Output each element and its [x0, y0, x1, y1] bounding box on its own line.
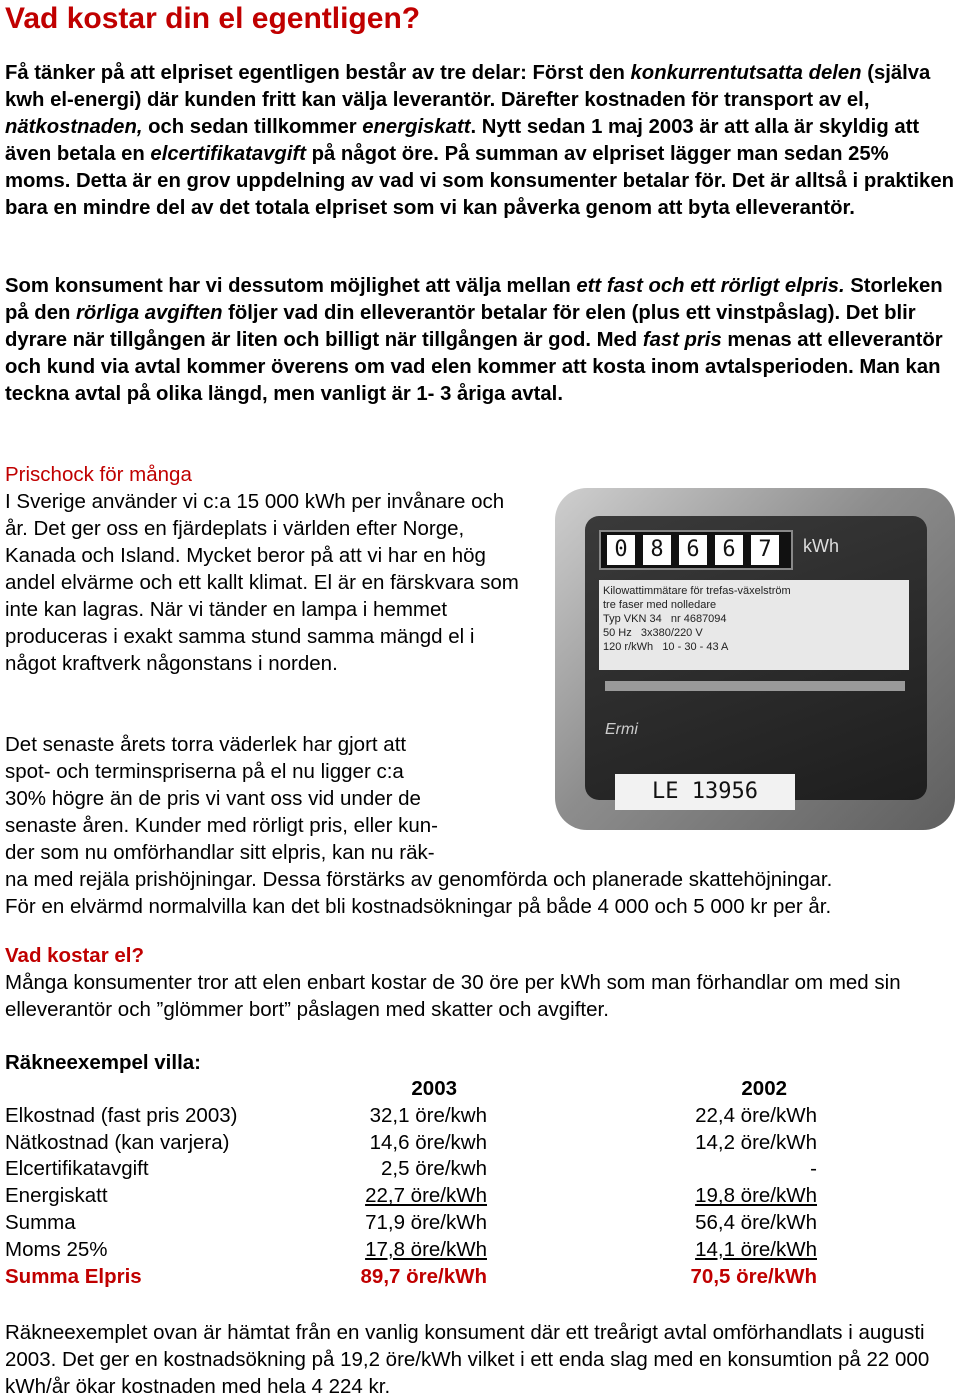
intro-text-1: Få tänker på att elpriset egentligen består av tre delar: Först den	[5, 62, 631, 84]
value-2003: 17,8 öre/kWh	[365, 1237, 487, 1261]
table-row	[5, 1155, 817, 1182]
intro-paragraph	[5, 60, 957, 222]
value-2003: 14,6 öre/kwh	[369, 1130, 487, 1154]
plate-line-2: tre faser med nolledare	[603, 599, 717, 611]
value-2002: 19,8 öre/kWh	[695, 1184, 817, 1208]
value-2002: 14,1 öre/kWh	[695, 1237, 817, 1261]
plate-rkwh: 120 r/kWh	[603, 641, 654, 653]
plate-nr: nr 4687094	[670, 613, 727, 625]
drought-line: Det senaste årets torra väderlek har gjort att	[5, 733, 407, 756]
meter-digit: 0	[607, 535, 635, 565]
meter-unit: kWh	[803, 536, 839, 556]
row-label: Nätkostnad (kan varjera)	[5, 1130, 230, 1154]
calculation-heading: Räkneexempel villa:	[5, 1051, 201, 1074]
vad-kostar-paragraph: Många konsumenter tror att elen enbart kostar de 30 öre per kWh som man förhandlar om med sin elleverantör och ”glömmer bort” påslagen med skatter och avgifter.	[5, 971, 901, 1021]
intro-text-3: och sedan tillkommer	[142, 116, 363, 138]
drought-line: För en elvärmd normalvilla kan det bli kostnadsökningar på både 4 000 och 5 000 kr per år.	[5, 895, 832, 918]
meter-digit: 6	[679, 535, 707, 565]
value-2002: 22,4 öre/kWh	[695, 1103, 817, 1127]
second-text-2: Storleken på den	[5, 275, 943, 324]
meter-counter	[599, 530, 793, 570]
value-2003: 71,9 öre/kWh	[365, 1210, 487, 1234]
value-2002: -	[810, 1157, 817, 1181]
plate-volt: 3x380/220 V	[640, 627, 703, 639]
table-row	[5, 1102, 817, 1129]
page-title: Vad kostar din el egentligen?	[5, 2, 421, 35]
intro-em-3: energiskatt	[362, 116, 471, 138]
vad-kostar-heading: Vad kostar el?	[5, 944, 145, 967]
year-2003-header: 2003	[411, 1077, 457, 1100]
table-total-row	[5, 1263, 817, 1290]
drought-line: spot- och terminspriserna på el nu ligger c:a	[5, 760, 404, 783]
year-2002-header: 2002	[741, 1077, 787, 1100]
table-row	[5, 1236, 817, 1263]
plate-row-2	[603, 626, 905, 640]
meter-brand: Ermi	[605, 721, 638, 738]
price-type-paragraph	[5, 273, 957, 408]
row-label: Summa Elpris	[5, 1264, 142, 1288]
row-label: Summa	[5, 1210, 76, 1234]
meter-digit: 7	[751, 535, 779, 565]
meter-digit: 6	[715, 535, 743, 565]
value-2003: 89,7 öre/kWh	[360, 1264, 487, 1288]
meter-disc	[605, 681, 905, 691]
row-label: Elcertifikatavgift	[5, 1157, 149, 1181]
plate-row-1	[603, 612, 905, 626]
drought-paragraph	[5, 731, 957, 920]
footer-paragraph: Räkneexemplet ovan är hämtat från en vanlig konsument där ett treårigt avtal omförhandlats i augusti 2003. Det ger en kostnadsökning på 19,2 öre/kWh vilket i ett enda slag med en konsumtion på 22 000 kWh/år ökar kostnaden med hela 4 224 kr.	[5, 1321, 930, 1398]
table-row	[5, 1209, 817, 1236]
value-2002: 56,4 öre/kWh	[695, 1210, 817, 1234]
meter-serial: LE 13956	[615, 774, 795, 810]
drought-line: na med rejäla prishöjningar. Dessa förstärks av genomförda och planerade skattehöjningar.	[5, 868, 833, 891]
calculation-table	[5, 1075, 817, 1289]
row-label: Elkostnad (fast pris 2003)	[5, 1103, 238, 1127]
intro-em-2: nätkostnaden,	[5, 116, 143, 138]
plate-hz: 50 Hz	[603, 627, 632, 639]
intro-text-4: . Nytt sedan 1 maj 2003 är att alla är skyldig att även betala en	[5, 116, 920, 165]
table-row	[5, 1182, 817, 1209]
intro-em-4: elcertifikatavgift	[150, 143, 306, 165]
plate-line-1: Kilowattimmätare för trefas-växelström	[603, 585, 791, 597]
second-text-4: menas att elleverantör och kund via avtal kommer överens om vad elen kommer att kosta inom avtalsperioden. Man kan teckna avtal på olika längd, men vanligt är 1- 3 åriga avtal.	[5, 329, 943, 405]
second-em-2: rörliga avgiften	[76, 302, 223, 324]
drought-line: senaste åren. Kunder med rörligt pris, eller kun-	[5, 814, 438, 837]
intro-em-1: konkurrentutsatta delen	[630, 62, 862, 84]
drought-line: 30% högre än de pris vi vant oss vid under de	[5, 787, 421, 810]
second-em-1: ett fast och ett rörligt elpris.	[576, 275, 845, 297]
intro-text-2: (själva kwh el-energi) där kunden fritt kan välja leverantör. Därefter kostnaden för transport av el,	[5, 62, 931, 111]
second-text-3: följer vad din elleverantör betalar för elen (plus ett vinstpåslag). Det blir dyrare när tillgången är liten och billigt när tillgången är god. Med	[5, 302, 916, 351]
value-2002: 70,5 öre/kWh	[690, 1264, 817, 1288]
meter-digit: 8	[643, 535, 671, 565]
meter-plate	[599, 580, 909, 670]
second-em-3: fast pris	[642, 329, 722, 351]
plate-row-3	[603, 640, 905, 654]
value-2003: 2,5 öre/kwh	[381, 1157, 487, 1181]
value-2003: 32,1 öre/kwh	[369, 1103, 487, 1127]
prischock-heading: Prischock för många	[5, 463, 192, 486]
value-2002: 14,2 öre/kWh	[695, 1130, 817, 1154]
plate-amp: 10 - 30 - 43 A	[662, 641, 729, 653]
row-label: Moms 25%	[5, 1237, 108, 1261]
second-text-1: Som konsument har vi dessutom möjlighet att välja mellan	[5, 275, 577, 297]
plate-typ: Typ VKN 34	[603, 613, 662, 625]
row-label: Energiskatt	[5, 1184, 108, 1208]
table-row	[5, 1129, 817, 1156]
prischock-paragraph: I Sverige använder vi c:a 15 000 kWh per invånare och år. Det ger oss en fjärdeplats i världen efter Norge, Kanada och Island. Mycket beror på att vi har en hög andel elvärme och ett kallt klimat. El är en färskvara som inte kan lagras. När vi tänder en lampa i hemmet produceras i exakt samma stund samma mängd el i något kraftverk någonstans i norden.	[5, 490, 519, 675]
table-header-row	[5, 1075, 817, 1102]
value-2003: 22,7 öre/kWh	[365, 1184, 487, 1208]
intro-text-5: på något öre. På summan av elpriset lägger man sedan 25% moms. Detta är en grov uppdelning av vad vi som konsumenter betalar för. Det är alltså i praktiken bara en mindre del av det totala elpriset som vi kan påverka genom att byta elleverantör.	[5, 143, 954, 219]
drought-line: der som nu omförhandlar sitt elpris, kan nu räk-	[5, 841, 435, 864]
